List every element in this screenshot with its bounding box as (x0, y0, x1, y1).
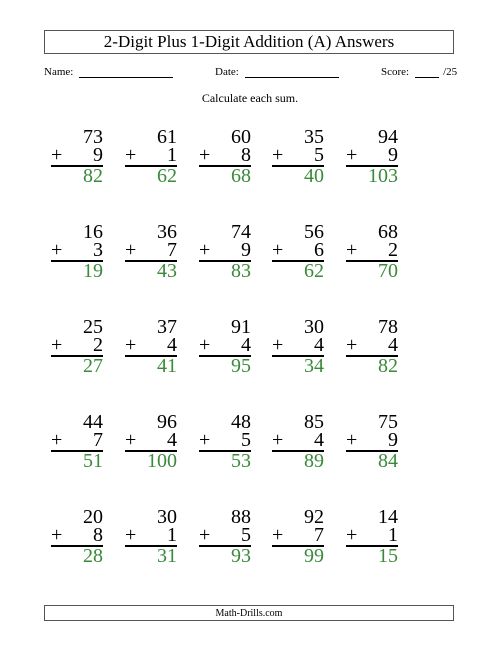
problem-13 (199, 318, 251, 375)
problem-7 (125, 223, 177, 280)
problem-answer: 83 (231, 260, 251, 282)
plus-sign: + (199, 524, 211, 546)
problem-top-number: 56 (304, 221, 324, 243)
plus-sign: + (346, 429, 358, 451)
problem-operator-row (272, 336, 324, 354)
problem-answer: 62 (304, 260, 324, 282)
problem-answer: 99 (304, 545, 324, 567)
problem-answer: 19 (83, 260, 103, 282)
problem-10 (346, 223, 398, 280)
problem-18 (199, 413, 251, 470)
problem-answer: 95 (231, 355, 251, 377)
problem-top-number: 16 (83, 221, 103, 243)
problem-bottom-number: 7 (167, 239, 177, 261)
problem-9 (272, 223, 324, 280)
plus-sign: + (346, 334, 358, 356)
problem-bottom-number: 4 (388, 334, 398, 356)
plus-sign: + (272, 239, 284, 261)
problem-bottom-number: 3 (93, 239, 103, 261)
problem-answer: 68 (231, 165, 251, 187)
problem-top-number: 48 (231, 411, 251, 433)
score-field (381, 64, 457, 78)
problem-bottom-number: 8 (241, 144, 251, 166)
problem-25 (346, 508, 398, 565)
date-field (215, 64, 339, 78)
problem-bottom-number: 2 (388, 239, 398, 261)
plus-sign: + (51, 144, 63, 166)
problem-bottom-number: 2 (93, 334, 103, 356)
problem-answer: 15 (378, 545, 398, 567)
problem-20 (346, 413, 398, 470)
problem-answer: 51 (83, 450, 103, 472)
problem-answer: 53 (231, 450, 251, 472)
name-label: Name: (44, 66, 74, 78)
problem-operator-row (125, 241, 177, 259)
problem-24 (272, 508, 324, 565)
problem-top-number: 36 (157, 221, 177, 243)
plus-sign: + (346, 524, 358, 546)
problem-bottom-number: 4 (241, 334, 251, 356)
problem-top-number: 30 (157, 506, 177, 528)
problem-answer: 82 (378, 355, 398, 377)
plus-sign: + (125, 524, 137, 546)
problem-operator-row (346, 431, 398, 449)
date-blank-line[interactable] (245, 64, 339, 78)
problem-bottom-number: 4 (167, 334, 177, 356)
problem-bottom-number: 6 (314, 239, 324, 261)
problem-16 (51, 413, 103, 470)
problem-bottom-number: 9 (388, 429, 398, 451)
problem-operator-row (51, 431, 103, 449)
problem-8 (199, 223, 251, 280)
problem-bottom-number: 5 (314, 144, 324, 166)
problem-operator-row (51, 336, 103, 354)
plus-sign: + (125, 429, 137, 451)
problem-operator-row (346, 241, 398, 259)
problem-top-number: 68 (378, 221, 398, 243)
problem-21 (51, 508, 103, 565)
problem-operator-row (346, 526, 398, 544)
problem-bottom-number: 4 (314, 429, 324, 451)
problem-1 (51, 128, 103, 185)
problem-operator-row (51, 526, 103, 544)
problem-bottom-number: 7 (314, 524, 324, 546)
plus-sign: + (272, 429, 284, 451)
problem-top-number: 94 (378, 126, 398, 148)
problem-5 (346, 128, 398, 185)
problem-operator-row (346, 146, 398, 164)
problem-11 (51, 318, 103, 375)
problem-operator-row (125, 526, 177, 544)
problem-22 (125, 508, 177, 565)
problem-answer: 84 (378, 450, 398, 472)
problem-top-number: 78 (378, 316, 398, 338)
problem-answer: 40 (304, 165, 324, 187)
problem-answer: 62 (157, 165, 177, 187)
problem-6 (51, 223, 103, 280)
footer (44, 605, 454, 621)
problem-operator-row (125, 431, 177, 449)
plus-sign: + (346, 144, 358, 166)
problem-top-number: 91 (231, 316, 251, 338)
problem-top-number: 14 (378, 506, 398, 528)
problem-bottom-number: 1 (388, 524, 398, 546)
problem-top-number: 25 (83, 316, 103, 338)
problem-top-number: 92 (304, 506, 324, 528)
problem-top-number: 37 (157, 316, 177, 338)
score-label: Score: (381, 66, 410, 78)
plus-sign: + (272, 334, 284, 356)
problem-operator-row (199, 431, 251, 449)
name-blank-line[interactable] (79, 64, 173, 78)
problem-answer: 70 (378, 260, 398, 282)
plus-sign: + (125, 144, 137, 166)
problem-operator-row (272, 431, 324, 449)
problem-bottom-number: 4 (167, 429, 177, 451)
problem-operator-row (272, 526, 324, 544)
problem-bottom-number: 5 (241, 429, 251, 451)
problem-answer: 28 (83, 545, 103, 567)
problem-top-number: 96 (157, 411, 177, 433)
problem-bottom-number: 9 (241, 239, 251, 261)
problem-bottom-number: 8 (93, 524, 103, 546)
problem-bottom-number: 7 (93, 429, 103, 451)
problem-operator-row (125, 336, 177, 354)
problem-top-number: 75 (378, 411, 398, 433)
date-label: Date: (215, 66, 239, 78)
problem-operator-row (272, 241, 324, 259)
problem-answer: 43 (157, 260, 177, 282)
worksheet-title-text: 2-Digit Plus 1-Digit Addition (A) Answers (103, 32, 395, 51)
plus-sign: + (51, 239, 63, 261)
plus-sign: + (272, 144, 284, 166)
problem-12 (125, 318, 177, 375)
problem-15 (346, 318, 398, 375)
problem-operator-row (272, 146, 324, 164)
problem-bottom-number: 9 (388, 144, 398, 166)
plus-sign: + (272, 524, 284, 546)
plus-sign: + (51, 334, 63, 356)
problem-answer: 103 (368, 165, 398, 187)
problem-bottom-number: 5 (241, 524, 251, 546)
problem-top-number: 74 (231, 221, 251, 243)
problem-operator-row (51, 146, 103, 164)
problem-operator-row (125, 146, 177, 164)
problem-answer: 31 (157, 545, 177, 567)
problem-top-number: 20 (83, 506, 103, 528)
problem-top-number: 30 (304, 316, 324, 338)
problem-bottom-number: 1 (167, 144, 177, 166)
problem-top-number: 73 (83, 126, 103, 148)
plus-sign: + (125, 239, 137, 261)
plus-sign: + (346, 239, 358, 261)
problem-operator-row (199, 526, 251, 544)
problem-answer: 27 (83, 355, 103, 377)
score-blank-line[interactable] (415, 64, 439, 78)
problem-operator-row (346, 336, 398, 354)
problem-answer: 41 (157, 355, 177, 377)
plus-sign: + (199, 239, 211, 261)
problem-bottom-number: 9 (93, 144, 103, 166)
problem-answer: 100 (147, 450, 177, 472)
problem-operator-row (199, 241, 251, 259)
plus-sign: + (199, 144, 211, 166)
problem-answer: 89 (304, 450, 324, 472)
plus-sign: + (125, 334, 137, 356)
worksheet-title (44, 30, 454, 54)
plus-sign: + (51, 429, 63, 451)
problem-4 (272, 128, 324, 185)
problem-top-number: 88 (231, 506, 251, 528)
problem-answer: 82 (83, 165, 103, 187)
problem-operator-row (199, 336, 251, 354)
plus-sign: + (199, 334, 211, 356)
problem-bottom-number: 4 (314, 334, 324, 356)
problem-2 (125, 128, 177, 185)
score-total: /25 (443, 66, 458, 78)
problem-3 (199, 128, 251, 185)
problem-top-number: 44 (83, 411, 103, 433)
problem-bottom-number: 1 (167, 524, 177, 546)
problem-top-number: 35 (304, 126, 324, 148)
problem-14 (272, 318, 324, 375)
footer-text: Math-Drills.com (215, 607, 283, 619)
problem-23 (199, 508, 251, 565)
problem-operator-row (199, 146, 251, 164)
problem-top-number: 60 (231, 126, 251, 148)
problem-17 (125, 413, 177, 470)
problem-operator-row (51, 241, 103, 259)
plus-sign: + (51, 524, 63, 546)
problem-top-number: 85 (304, 411, 324, 433)
problem-top-number: 61 (157, 126, 177, 148)
instructions: Calculate each sum. (201, 91, 299, 105)
problem-19 (272, 413, 324, 470)
problem-answer: 34 (304, 355, 324, 377)
plus-sign: + (199, 429, 211, 451)
name-field (44, 64, 173, 78)
problem-answer: 93 (231, 545, 251, 567)
